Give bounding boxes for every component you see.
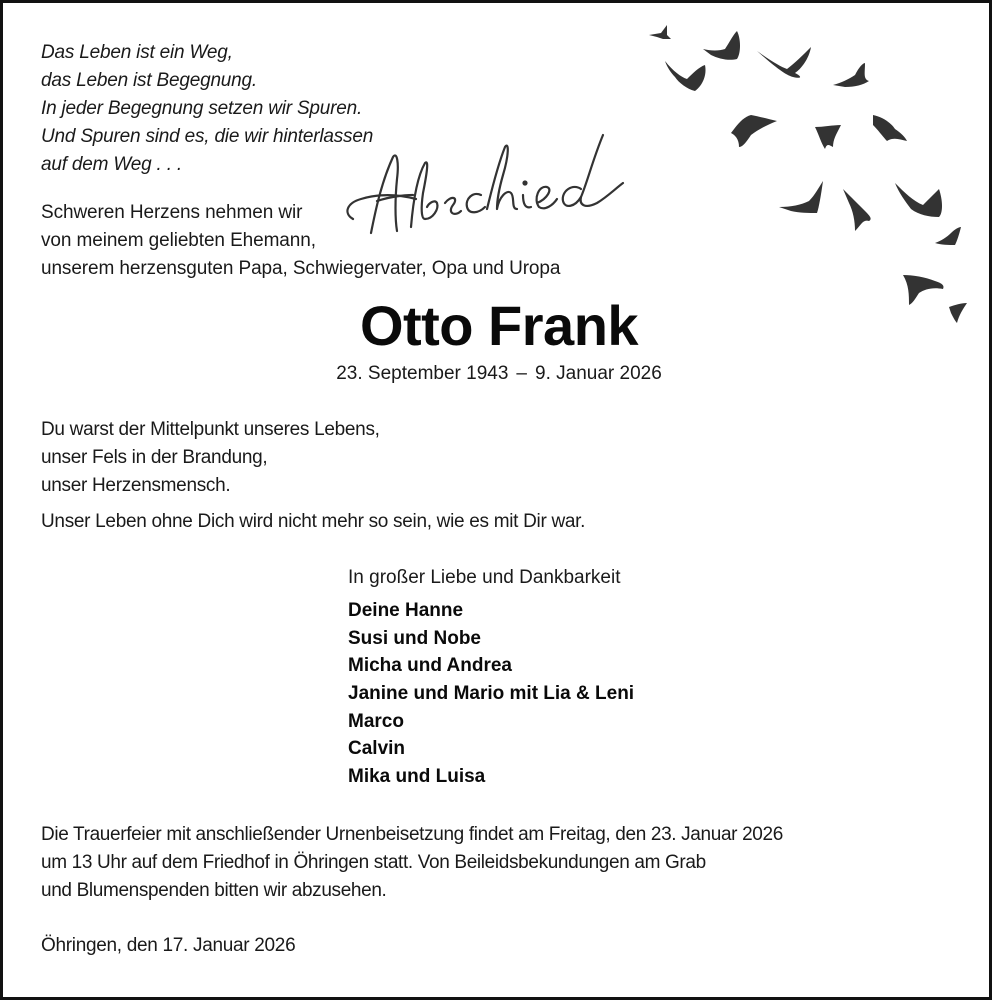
poem-line: auf dem Weg . . . [41,154,182,175]
poem-line: das Leben ist Begegnung. [41,70,257,91]
mourner-name: Calvin [348,738,406,760]
poem-line: Und Spuren sind es, die wir hinterlassen [41,126,374,147]
life-dates [3,360,992,388]
deceased-name: Otto Frank [359,294,639,357]
tribute-line: unser Fels in der Brandung, [41,447,268,468]
tribute-line: unser Herzensmensch. [41,475,231,496]
mourner-name: Micha und Andrea [348,655,512,677]
service-line: und Blumenspenden bitten wir abzusehen. [41,880,387,901]
intro-line: Schweren Herzens nehmen wir [41,202,303,223]
mourner-name: Marco [348,710,404,732]
flying-birds-icon [633,21,973,331]
place-and-date: Öhringen, den 17. Januar 2026 [41,935,296,956]
tribute-text [41,416,380,500]
poem [41,39,373,179]
intro-text [41,199,560,283]
service-line: um 13 Uhr auf dem Friedhof in Öhringen statt. Von Beileidsbekundungen am Grab [41,852,706,873]
intro-line: unserem herzensguten Papa, Schwiegervater, Opa und Uropa [41,258,561,279]
intro-line: von meinem geliebten Ehemann, [41,230,316,251]
service-line: Die Trauerfeier mit anschließender Urnenbeisetzung findet am Freitag, den 23. Januar 2026 [41,824,783,845]
closing-line: Unser Leben ohne Dich wird nicht mehr so sein, wie es mit Dir war. [41,511,586,532]
funeral-service-info [41,821,783,905]
mourner-name: Janine und Mario mit Lia & Leni [348,683,635,705]
tribute-line: Du warst der Mittelpunkt unseres Lebens, [41,419,380,440]
birth-date: 23. September 1943 [336,363,509,384]
date-separator: – [516,363,527,384]
poem-line: In jeder Begegnung setzen wir Spuren. [41,98,363,119]
farewell-line: In großer Liebe und Dankbarkeit [348,567,621,588]
mourner-name: Mika und Luisa [348,766,486,788]
mourner-name: Susi und Nobe [348,627,481,649]
mourner-name: Deine Hanne [348,600,464,621]
mourners-list [348,597,634,791]
poem-line: Das Leben ist ein Weg, [41,42,233,63]
death-date: 9. Januar 2026 [535,363,662,384]
